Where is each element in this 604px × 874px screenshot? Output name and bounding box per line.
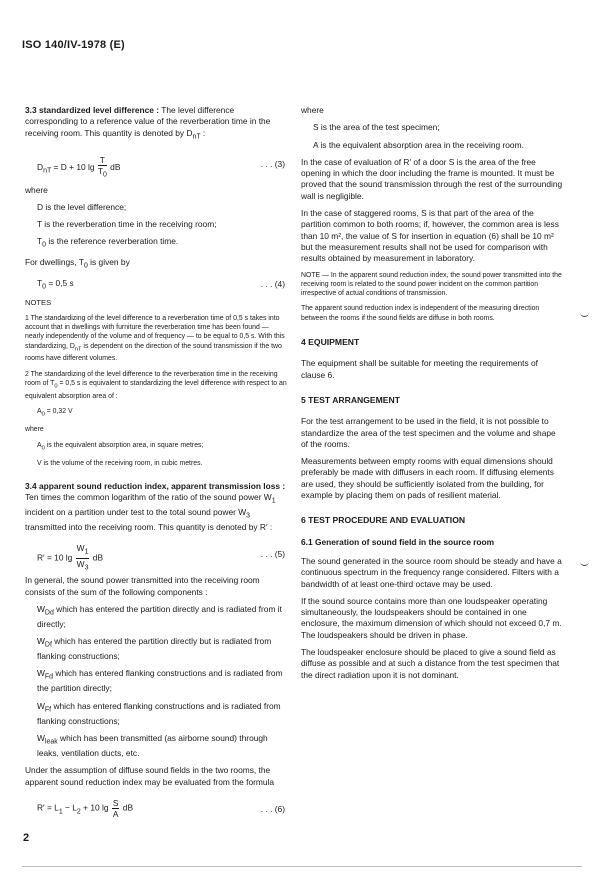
note-2-sub: 0 bbox=[54, 383, 58, 390]
component-subscript: Fd bbox=[44, 674, 54, 682]
dwellings-sub: 0 bbox=[83, 263, 88, 271]
def-a0-sub: 0 bbox=[41, 445, 45, 452]
where-label-2: where bbox=[25, 426, 44, 434]
section-3-4 bbox=[25, 481, 287, 534]
section-5-p2: Measurements between empty rooms with equal dimensions should preferably be made with diffusers in each room. If diffusing elements are used, they should be sufficiently isolated from the building, for example by placing them on pads of resilient material. bbox=[301, 456, 554, 501]
eq6-lhs: R′ = L bbox=[37, 802, 59, 813]
section-3-3-tail: : bbox=[200, 127, 206, 138]
eq3-denominator: T bbox=[97, 165, 103, 176]
def-t0-sym: T bbox=[37, 236, 43, 247]
eq6-m: − L bbox=[62, 802, 77, 813]
section-3-3-text: The level difference corresponding to a reference value of the reverberation time in the receiving room. This quantity is denoted by D bbox=[25, 105, 271, 138]
dwellings-a: For dwellings, T bbox=[25, 257, 84, 268]
general-text: In general, the sound power transmitted into the receiving room consists of the sum of the following components : bbox=[25, 575, 260, 597]
margin-mark-icon bbox=[580, 312, 589, 317]
component-text: which has entered the partition directly and is radiated from it directly; bbox=[37, 603, 282, 629]
eq3-mid: = D + 10 lg bbox=[51, 161, 97, 172]
left-column bbox=[25, 105, 287, 830]
s34-t1-sub: 1 bbox=[271, 497, 276, 505]
eq6-label: . . . (6) bbox=[260, 803, 285, 814]
eq4-label: . . . (4) bbox=[260, 279, 285, 290]
page-bottom-rule bbox=[22, 866, 582, 867]
page-number: 2 bbox=[23, 832, 30, 844]
equation-5 bbox=[37, 539, 287, 572]
def-a0-sym: A bbox=[37, 441, 42, 449]
eq-a0 bbox=[25, 407, 287, 420]
eq4-a: T bbox=[37, 278, 43, 289]
components-list bbox=[25, 604, 287, 759]
right-where: where bbox=[301, 105, 324, 115]
component-item bbox=[25, 604, 287, 630]
def-d: D is the level difference; bbox=[37, 201, 127, 212]
eq6-s1: 1 bbox=[58, 808, 63, 816]
section-5-p1: For the test arrangement to be used in the field, it is not possible to standardize the area of the test specimen and the volume and shape of the rooms. bbox=[301, 416, 556, 449]
def-a0-text: is the equivalent absorption area, in square metres; bbox=[44, 441, 204, 449]
component-text: which has been transmitted (as airborne sound) through leaks, ventilation ducts, etc. bbox=[37, 732, 268, 758]
eq5-num: W bbox=[76, 543, 85, 554]
document-header: ISO 140/IV-1978 (E) bbox=[22, 39, 125, 51]
def-a0 bbox=[25, 441, 287, 454]
eq3-numerator: T bbox=[99, 154, 105, 165]
equation-4 bbox=[37, 278, 287, 292]
dwellings-text bbox=[25, 257, 287, 272]
dwellings-b: is given by bbox=[87, 257, 130, 268]
component-subscript: Df bbox=[44, 641, 52, 649]
component-symbol: W bbox=[37, 668, 45, 679]
section-6-1-p1: The sound generated in the source room should be steady and have a continuous spectrum in the frequency range considered. Filters with a bandwidth of at least one-third octave may be used. bbox=[301, 555, 562, 589]
def-t: T is the reverberation time in the receiving room; bbox=[37, 219, 217, 230]
eq3-lhs: D bbox=[37, 161, 44, 172]
eq-a0-sub: 0 bbox=[41, 411, 45, 418]
note-1-text: 1 The standardizing of the level difference to a reverberation time of 0,5 s takes into account that in dwellings with furniture the reverberation time has been found — nearly independently of the volume and of frequency — to be equal to 0,5 s. With this standardizing, D bbox=[25, 314, 285, 350]
component-subscript: Dd bbox=[44, 609, 54, 617]
note-2-b: = 0,5 s is equivalent to standardizing the level difference with respect to an equivalent absorption area of : bbox=[25, 379, 287, 400]
equation-6 bbox=[37, 794, 287, 824]
eq6-s2: 2 bbox=[76, 808, 81, 816]
eq3-label: . . . (3) bbox=[260, 158, 285, 169]
def-t0 bbox=[25, 236, 287, 251]
def-v: V is the volume of the receiving room, in cubic metres. bbox=[37, 460, 203, 468]
eq6-tail: dB bbox=[120, 802, 134, 813]
s34-t1: Ten times the common logarithm of the ratio of the sound power W bbox=[25, 492, 272, 503]
staggered-text: In the case of staggered rooms, S is that part of the area of the partition common to both rooms; if, however, the common area is less than 10 m², the value of S for insertion in equation (6) shall be 10 m² but the measurement results shall not be used for comparison with results obtained by measurement in laboratory. bbox=[301, 208, 559, 264]
eq5-fraction bbox=[76, 543, 90, 573]
component-subscript: Ff bbox=[44, 706, 52, 714]
component-symbol: W bbox=[37, 732, 45, 743]
component-symbol: W bbox=[37, 636, 45, 647]
section-3-3 bbox=[25, 105, 287, 143]
section-4-heading: 4 EQUIPMENT bbox=[301, 337, 360, 348]
notes-title: NOTES bbox=[25, 298, 52, 308]
eq5-tail: dB bbox=[90, 552, 104, 563]
eq5-den: W bbox=[76, 558, 85, 569]
section-6-heading: 6 TEST PROCEDURE AND EVALUATION bbox=[301, 515, 466, 526]
note-2-a: 2 The standardizing of the level difference to the reverberation time in the receiving room of T bbox=[25, 370, 278, 387]
where-label-1: where bbox=[25, 184, 48, 195]
section-3-3-heading: 3.3 standardized level difference : bbox=[25, 105, 160, 115]
right-column bbox=[301, 105, 563, 687]
def-t0-sub: 0 bbox=[42, 242, 47, 250]
s34-t2-sub: 3 bbox=[246, 512, 251, 520]
component-text: which has entered flanking constructions and is radiated from flanking constructions; bbox=[37, 700, 281, 726]
component-item bbox=[25, 733, 287, 759]
section-6-1-p2: If the sound source contains more than one loudspeaker operating simultaneously, the loudspeakers should be contained in one enclosure, the maximum dimension of which should not exceed 0,7 m. The loudspeakers should be driven in phase. bbox=[301, 595, 562, 640]
s34-t2: incident on a partition under test to the total sound power W bbox=[25, 507, 247, 518]
dnt-subscript: nT bbox=[192, 133, 201, 141]
section-5-heading: 5 TEST ARRANGEMENT bbox=[301, 394, 400, 405]
eq5-lhs: R′ = 10 lg bbox=[37, 552, 75, 563]
section-6-1-p3: The loudspeaker enclosure should be placed to give a sound field as diffuse as possible and at such a distance from the test specimen that the direct radiation upon it is not dominant. bbox=[301, 646, 560, 680]
component-item bbox=[25, 636, 287, 662]
component-symbol: W bbox=[37, 603, 45, 614]
eq3-tail: dB bbox=[107, 161, 121, 172]
component-subscript: leak bbox=[44, 738, 58, 746]
component-item bbox=[25, 701, 287, 727]
eq3-den-sub: 0 bbox=[102, 171, 107, 179]
component-text: which has entered flanking constructions and is radiated from the partition directly; bbox=[37, 668, 283, 694]
eq-a0-a: A bbox=[37, 407, 42, 415]
def-t0-text: is the reference reverberation time. bbox=[46, 236, 179, 247]
component-item bbox=[25, 668, 287, 694]
eq-a0-b: = 0,32 V bbox=[44, 407, 73, 415]
eq4-sub: 0 bbox=[42, 284, 47, 292]
note-a: NOTE — In the apparent sound reduction index, the sound power transmitted into the receiving room is related to the sound power incident on the common partition irrespective of actual conditions of transmission. bbox=[301, 271, 562, 298]
note-1-tail: is dependent on the direction of the sound transmission if the two rooms have different volumes. bbox=[25, 342, 282, 363]
eq3-lhs-sub: nT bbox=[43, 167, 52, 175]
s34-t3: transmitted into the receiving room. This quantity is denoted by R′ : bbox=[25, 521, 273, 532]
eq6-fraction bbox=[112, 798, 120, 819]
margin-mark-icon bbox=[580, 561, 589, 566]
eq5-label: . . . (5) bbox=[260, 549, 285, 560]
eq6-num: S bbox=[112, 797, 119, 808]
door-text: In the case of evaluation of R′ of a door S is the area of the free opening in which the door including the frame is mounted. It must be proved that the sound transmission through the rest of the surrounding wall is negligible. bbox=[301, 156, 563, 201]
component-text: which has entered the partition directly but is radiated from flanking constructions; bbox=[37, 636, 272, 662]
note-b: The apparent sound reduction index is independent of the measuring direction between the rooms if the sound fields are diffuse in both rooms. bbox=[301, 305, 540, 322]
eq6-mid: + 10 lg bbox=[80, 802, 111, 813]
note-2 bbox=[25, 370, 287, 401]
eq4-b: = 0,5 s bbox=[46, 278, 74, 289]
eq3-fraction bbox=[98, 155, 107, 181]
note-1-sub: nT bbox=[74, 345, 82, 352]
def-s: S is the area of the test specimen; bbox=[313, 122, 440, 133]
component-symbol: W bbox=[37, 700, 45, 711]
section-4-text: The equipment shall be suitable for meeting the requirements of clause 6. bbox=[301, 358, 538, 380]
eq5-num-sub: 1 bbox=[84, 548, 89, 556]
section-3-4-heading: 3.4 apparent sound reduction index, apparent transmission loss : bbox=[25, 480, 286, 491]
eq6-den: A bbox=[112, 808, 119, 819]
section-6-1-heading: 6.1 Generation of sound field in the source room bbox=[301, 536, 495, 547]
equation-3 bbox=[37, 149, 287, 179]
under-text: Under the assumption of diffuse sound fields in the two rooms, the apparent sound reduction index may be evaluated from the formula bbox=[25, 765, 275, 787]
note-1 bbox=[25, 314, 287, 364]
def-a: A is the equivalent absorption area in the receiving room. bbox=[313, 139, 524, 150]
eq5-den-sub: 3 bbox=[84, 564, 89, 572]
